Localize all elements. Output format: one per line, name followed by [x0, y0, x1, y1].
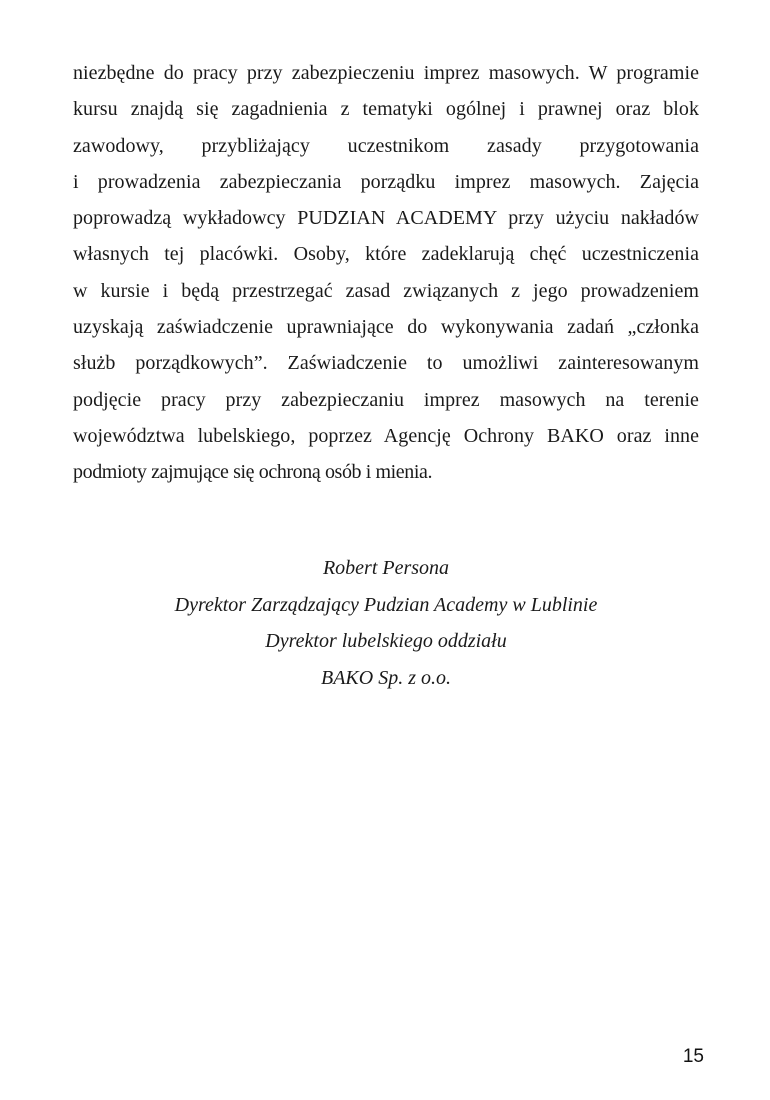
paragraph-line: własnych tej placówki. Osoby, które zadeklarują chęć uczestniczenia — [73, 243, 699, 266]
signature-block — [73, 550, 699, 696]
signature-name: Robert Persona — [322, 557, 450, 579]
paragraph-line: niezbędne do pracy przy zabezpieczeniu imprez masowych. W programie — [73, 62, 699, 84]
paragraph-line: zawodowy, przybliżający uczestnikom zasady przygotowania — [73, 134, 699, 157]
paragraph-line: uzyskają zaświadczenie uprawniające do wykonywania zadań „członka — [73, 316, 699, 339]
paragraph-line: służb porządkowych”. Zaświadczenie to umożliwi zainteresowanym — [73, 352, 699, 375]
paragraph-line: i prowadzenia zabezpieczania porządku imprez masowych. Zajęcia — [73, 170, 699, 193]
signature-title: Dyrektor Zarządzający Pudzian Academy w Lublinie — [174, 593, 598, 616]
signature-company: BAKO Sp. z o.o. — [321, 666, 451, 689]
paragraph-line: podmioty zajmujące się ochroną osób i mienia. — [73, 461, 433, 484]
page-number: 15 — [682, 1046, 704, 1067]
paragraph-line: województwa lubelskiego, poprzez Agencję Ochrony BAKO oraz inne — [73, 424, 699, 447]
body-paragraph — [73, 55, 699, 491]
paragraph-line: poprowadzą wykładowcy PUDZIAN ACADEMY przy użyciu nakładów — [73, 207, 699, 230]
paragraph-line: podjęcie pracy przy zabezpieczaniu imprez masowych na terenie — [73, 388, 699, 411]
paragraph-line: w kursie i będą przestrzegać zasad związanych z jego prowadzeniem — [73, 279, 699, 302]
signature-title: Dyrektor lubelskiego oddziału — [265, 630, 507, 652]
paragraph-line: kursu znajdą się zagadnienia z tematyki ogólnej i prawnej oraz blok — [73, 98, 699, 121]
